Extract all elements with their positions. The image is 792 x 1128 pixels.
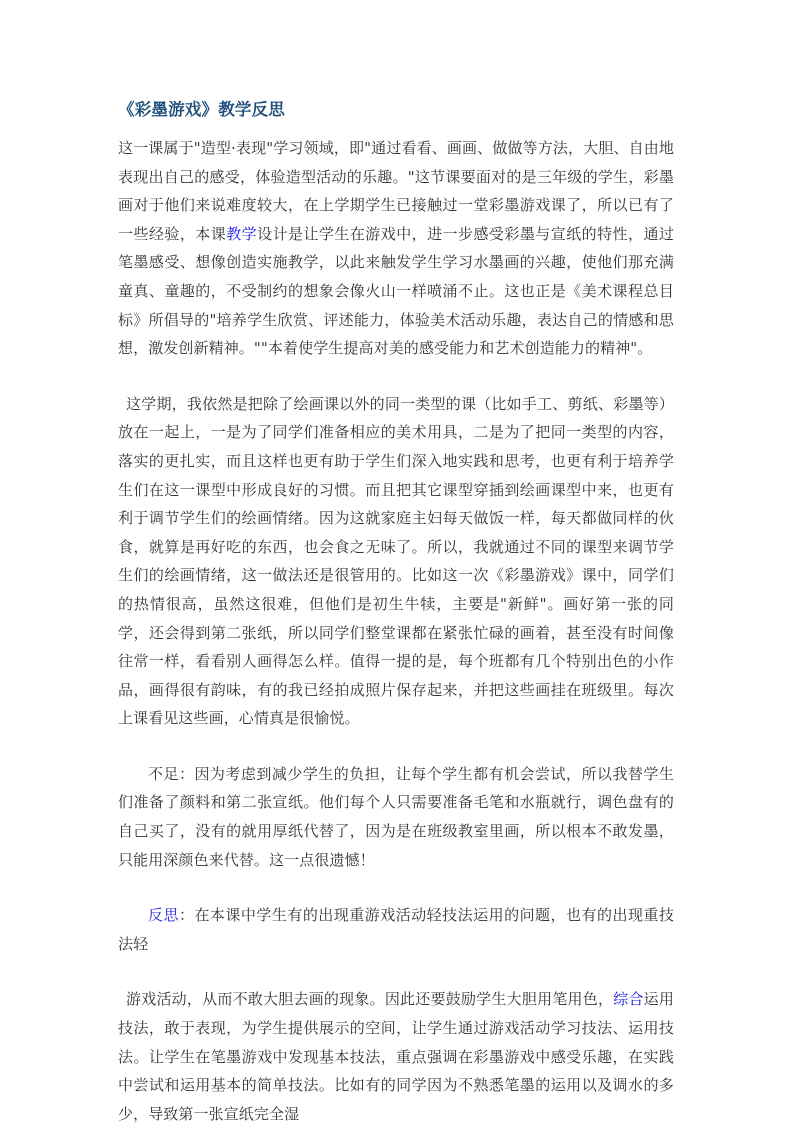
paragraph-reflection-body bbox=[118, 985, 674, 1128]
inline-link-jiaoxue[interactable]: 教学 bbox=[226, 224, 258, 243]
paragraph-intro-text-a: 这一课属于"造型·表现"学习领域，即"通过看看、画画、做做等方法，大胆、自由地表现出自己的感受，体验造型活动的乐趣。"这节课要面对的是三年级的学生，彩墨画对于他们来说难度较大，在上学期学生已接触过一堂彩墨游戏课了，所以已有了一些经验，本课 bbox=[118, 139, 674, 243]
inline-link-fansi[interactable]: 反思 bbox=[148, 906, 179, 925]
paragraph-shortcomings: 不足：因为考虑到减少学生的负担，让每个学生都有机会尝试，所以我替学生们准备了颜料和第二张宣纸。他们每个人只需要准备毛笔和水瓶就行，调色盘有的自己买了，没有的就用厚纸代替了，因为是在班级教室里画，所以根本不敢发墨，只能用深颜色来代替。这一点很遗憾！ bbox=[118, 764, 674, 869]
paragraph-reflection-heading-text: ：在本课中学生有的出现重游戏活动轻技法运用的问题，也有的出现重技法轻 bbox=[118, 906, 675, 953]
paragraph-reflection-text-b: 运用技法，敢于表现，为学生提供展示的空间，让学生通过游戏活动学习技法、运用技法。让学生在笔墨游戏中发现基本技法，重点强调在彩墨游戏中感受乐趣，在实践中尝试和运用基本的简单技法。比如有的同学因为不熟悉笔墨的运用以及调水的多少，导致第一张宣纸完全湿 bbox=[118, 990, 674, 1123]
page-title: 《彩墨游戏》教学反思 bbox=[118, 100, 285, 119]
document-content bbox=[118, 96, 674, 1128]
paragraph-intro-text-b: 设计是让学生在游戏中，进一步感受彩墨与宣纸的特性，通过笔墨感受、想像创造实施教学，以此来触发学生学习水墨画的兴趣，使他们那充满童真、童趣的，不受制约的想象会像火山一样喷涌不止。这也正是《美术课程总目标》所倡导的"培养学生欣赏、评述能力，体验美术活动乐趣，表达自己的情感和思想，激发创新精神。""本着使学生提高对美的感受能力和艺术创造能力的精神"。 bbox=[118, 224, 675, 358]
paragraph-reflection-heading bbox=[118, 901, 674, 958]
paragraph-semester: 这学期，我依然是把除了绘画课以外的同一类型的课（比如手工、剪纸、彩墨等）放在一起上，一是为了同学们准备相应的美术用具，二是为了把同一类型的内容，落实的更扎实，而且这样也更有助于学生们深入地实践和思考，也更有利于培养学生们在这一课型中形成良好的习惯。而且把其它课型穿插到绘画课型中来，也更有利于调节学生们的绘画情绪。因为这就家庭主妇每天做饭一样，每天都做同样的伙食，就算是再好吃的东西，也会食之无味了。所以，我就通过不同的课型来调节学生们的绘画情绪，这一做法还是很管用的。比如这一次《彩墨游戏》课中，同学们的热情很高，虽然这很难，但他们是初生牛犊，主要是"新鲜"。画好第一张的同学，还会得到第二张纸，所以同学们整堂课都在紧张忙碌的画着，甚至没有时间像往常一样，看看别人画得怎么样。值得一提的是，每个班都有几个特别出色的小作品，画得很有韵味，有的我已经拍成照片保存起来，并把这些画挂在班级里。每次上课看见这些画，心情真是很愉悦。 bbox=[118, 394, 674, 728]
paragraph-reflection-text-a: 游戏活动，从而不敢大胆去画的现象。因此还要鼓励学生大胆用笔用色， bbox=[126, 990, 614, 1009]
inline-link-zonghe[interactable]: 综合 bbox=[613, 990, 644, 1009]
paragraph-intro bbox=[118, 134, 674, 363]
